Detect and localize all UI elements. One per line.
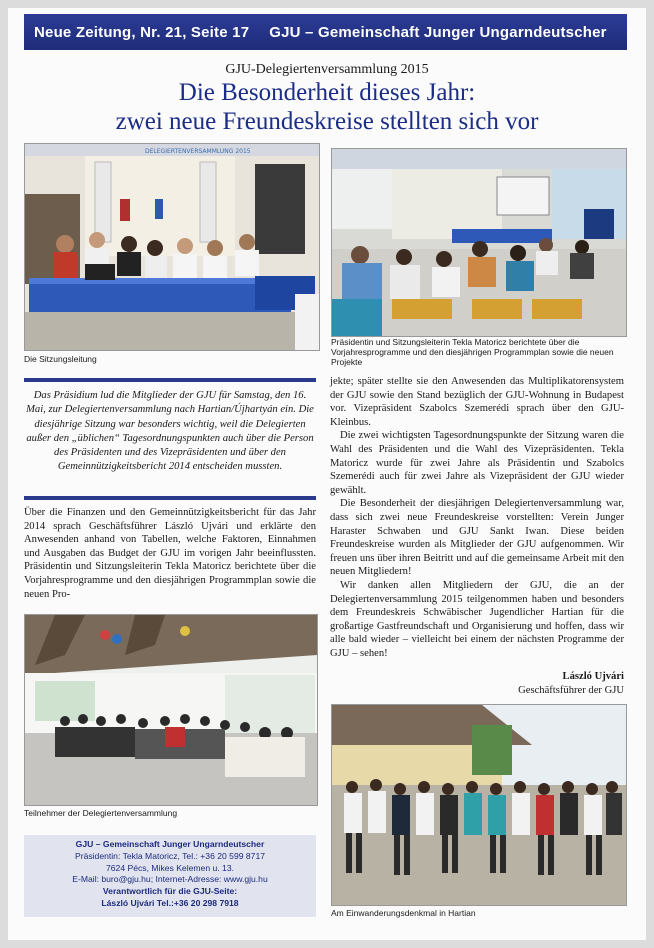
contact-email: E-Mail: buro@gju.hu; Internet-Adresse: www.gju.hu xyxy=(72,874,268,885)
photo-presidium xyxy=(24,143,320,351)
body-paragraph: Die Besonderheit der diesjährigen Delegiertenversammlung war, dass sich zwei neue Freundeskreise vorstellten: Verein Junger Haraster Schwaben und GJU Sankt Iwan. Diese beiden Freundeskreise wurden als Mitglieder der GJU aufgenommen. Wir freuen uns über ihren Beitritt und auf die gemeinsame Arbeit mit den neuen Mitgliedern! xyxy=(330,498,624,578)
body-paragraph: Die zwei wichtigsten Tagesordnungspunkte der Sitzung waren die Wahl des Präsidenten und die Wahl des Vizepräsidenten. Tekla Matoricz wurde für zwei Jahre als Präsidentin und Szabolcs Szemerédi auch für zwei Jahre als Vizepräsident der GJU wieder gewählt. xyxy=(330,430,624,496)
caption-photo-1: Die Sitzungsleitung xyxy=(24,354,97,364)
photo-group-monument xyxy=(331,704,627,906)
body-paragraph: Wir danken allen Mitgliedern der GJU, die an der Delegiertenversammlung 2015 teilgenommen haben und besonders dem Freundeskreis Schwäbischer Jugendlicher Hartian für die großartige Gastfreundschaft und Organisierung und hoffen, dass wir alle bald wieder – vielleicht bei einem der nächsten Programme der GJU – sehen! xyxy=(330,579,624,659)
article-kicker: GJU-Delegiertenversammlung 2015 xyxy=(225,62,429,77)
divider-intro xyxy=(24,496,316,500)
article-intro: Das Präsidium lud die Mitglieder der GJU für Samstag, den 16. Mai, zur Delegiertenversammlung nach Hartian/Újhartyán ein. Die diesjährige Sitzung war besonders wichtig, weil die Delegierten außer den „üblichen“ Tagesordnungspunkten auch über die Person des Präsidenten und des Vizepräsidenten und über den Gemeinnützigkeitsbericht 2014 entscheiden mussten. xyxy=(26,390,314,473)
body-left-column xyxy=(24,506,316,601)
title-line-2: zwei neue Freundeskreise stellten sich vor xyxy=(115,108,539,135)
photo1-banner: DELEGIERTENVERSAMMLUNG 2015 xyxy=(145,148,251,155)
page-header xyxy=(24,14,627,50)
body-paragraph: jekte; später stellte sie den Anwesenden das Multiplikatorensystem der GJU sowie den Stand bezüglich der GJU-Wohnung in Budapest vor. Vizepräsident Szabolcs Szemerédi sprach über den GJU-Kleinbus. xyxy=(330,376,624,428)
caption-photo-3: Teilnehmer der Delegiertenversammlung xyxy=(24,808,178,818)
contact-responsible-label: Verantwortlich für die GJU-Seite: xyxy=(102,886,238,897)
caption-photo-2: Präsidentin und Sitzungsleiterin Tekla Matoricz berichtete über die Vorjahresprogramme und den diesjährigen Programmplan sowie die neuen Projekte xyxy=(331,337,614,367)
contact-address: 7624 Pécs, Mikes Kelemen u. 13. xyxy=(105,862,235,873)
signature-role: Geschäftsführer der GJU xyxy=(518,684,624,696)
contact-box xyxy=(24,835,316,917)
contact-responsible: László Ujvári Tel.:+36 20 298 7918 xyxy=(101,897,239,908)
header-section: GJU – Gemeinschaft Junger Ungarndeutscher xyxy=(269,23,607,41)
caption-photo-4: Am Einwanderungsdenkmal in Hartian xyxy=(331,908,476,918)
photo-president-speaking xyxy=(331,148,627,337)
signature-name: László Ujvári xyxy=(562,671,624,682)
photo-participants xyxy=(24,614,318,806)
header-issue: Neue Zeitung, Nr. 21, Seite 17 xyxy=(34,23,250,41)
body-paragraph: Über die Finanzen und den Gemeinnützigkeitsbericht für das Jahr 2014 sprach Geschäftsführer László Ujvári und erklärte den Anwesenden anhand von Tabellen, welche Faktoren, Einnahmen und Ausgaben das Budget der GJU im vorigen Jahr beeinflussten. Präsidentin und Sitzungsleiterin Tekla Matoricz berichtete über die Vorjahresprogramme und den diesjährigen Programmplan sowie die neuen Pro- xyxy=(24,507,316,600)
article-title xyxy=(0,78,654,136)
contact-president: Präsidentin: Tekla Matoricz, Tel.: +36 20 599 8717 xyxy=(74,850,266,861)
contact-org: GJU – Gemeinschaft Junger Ungarndeutscher xyxy=(75,839,265,849)
divider-top xyxy=(24,378,316,382)
body-right-column xyxy=(330,375,624,660)
title-line-1: Die Besonderheit dieses Jahr: xyxy=(178,79,476,106)
signature xyxy=(330,670,624,697)
